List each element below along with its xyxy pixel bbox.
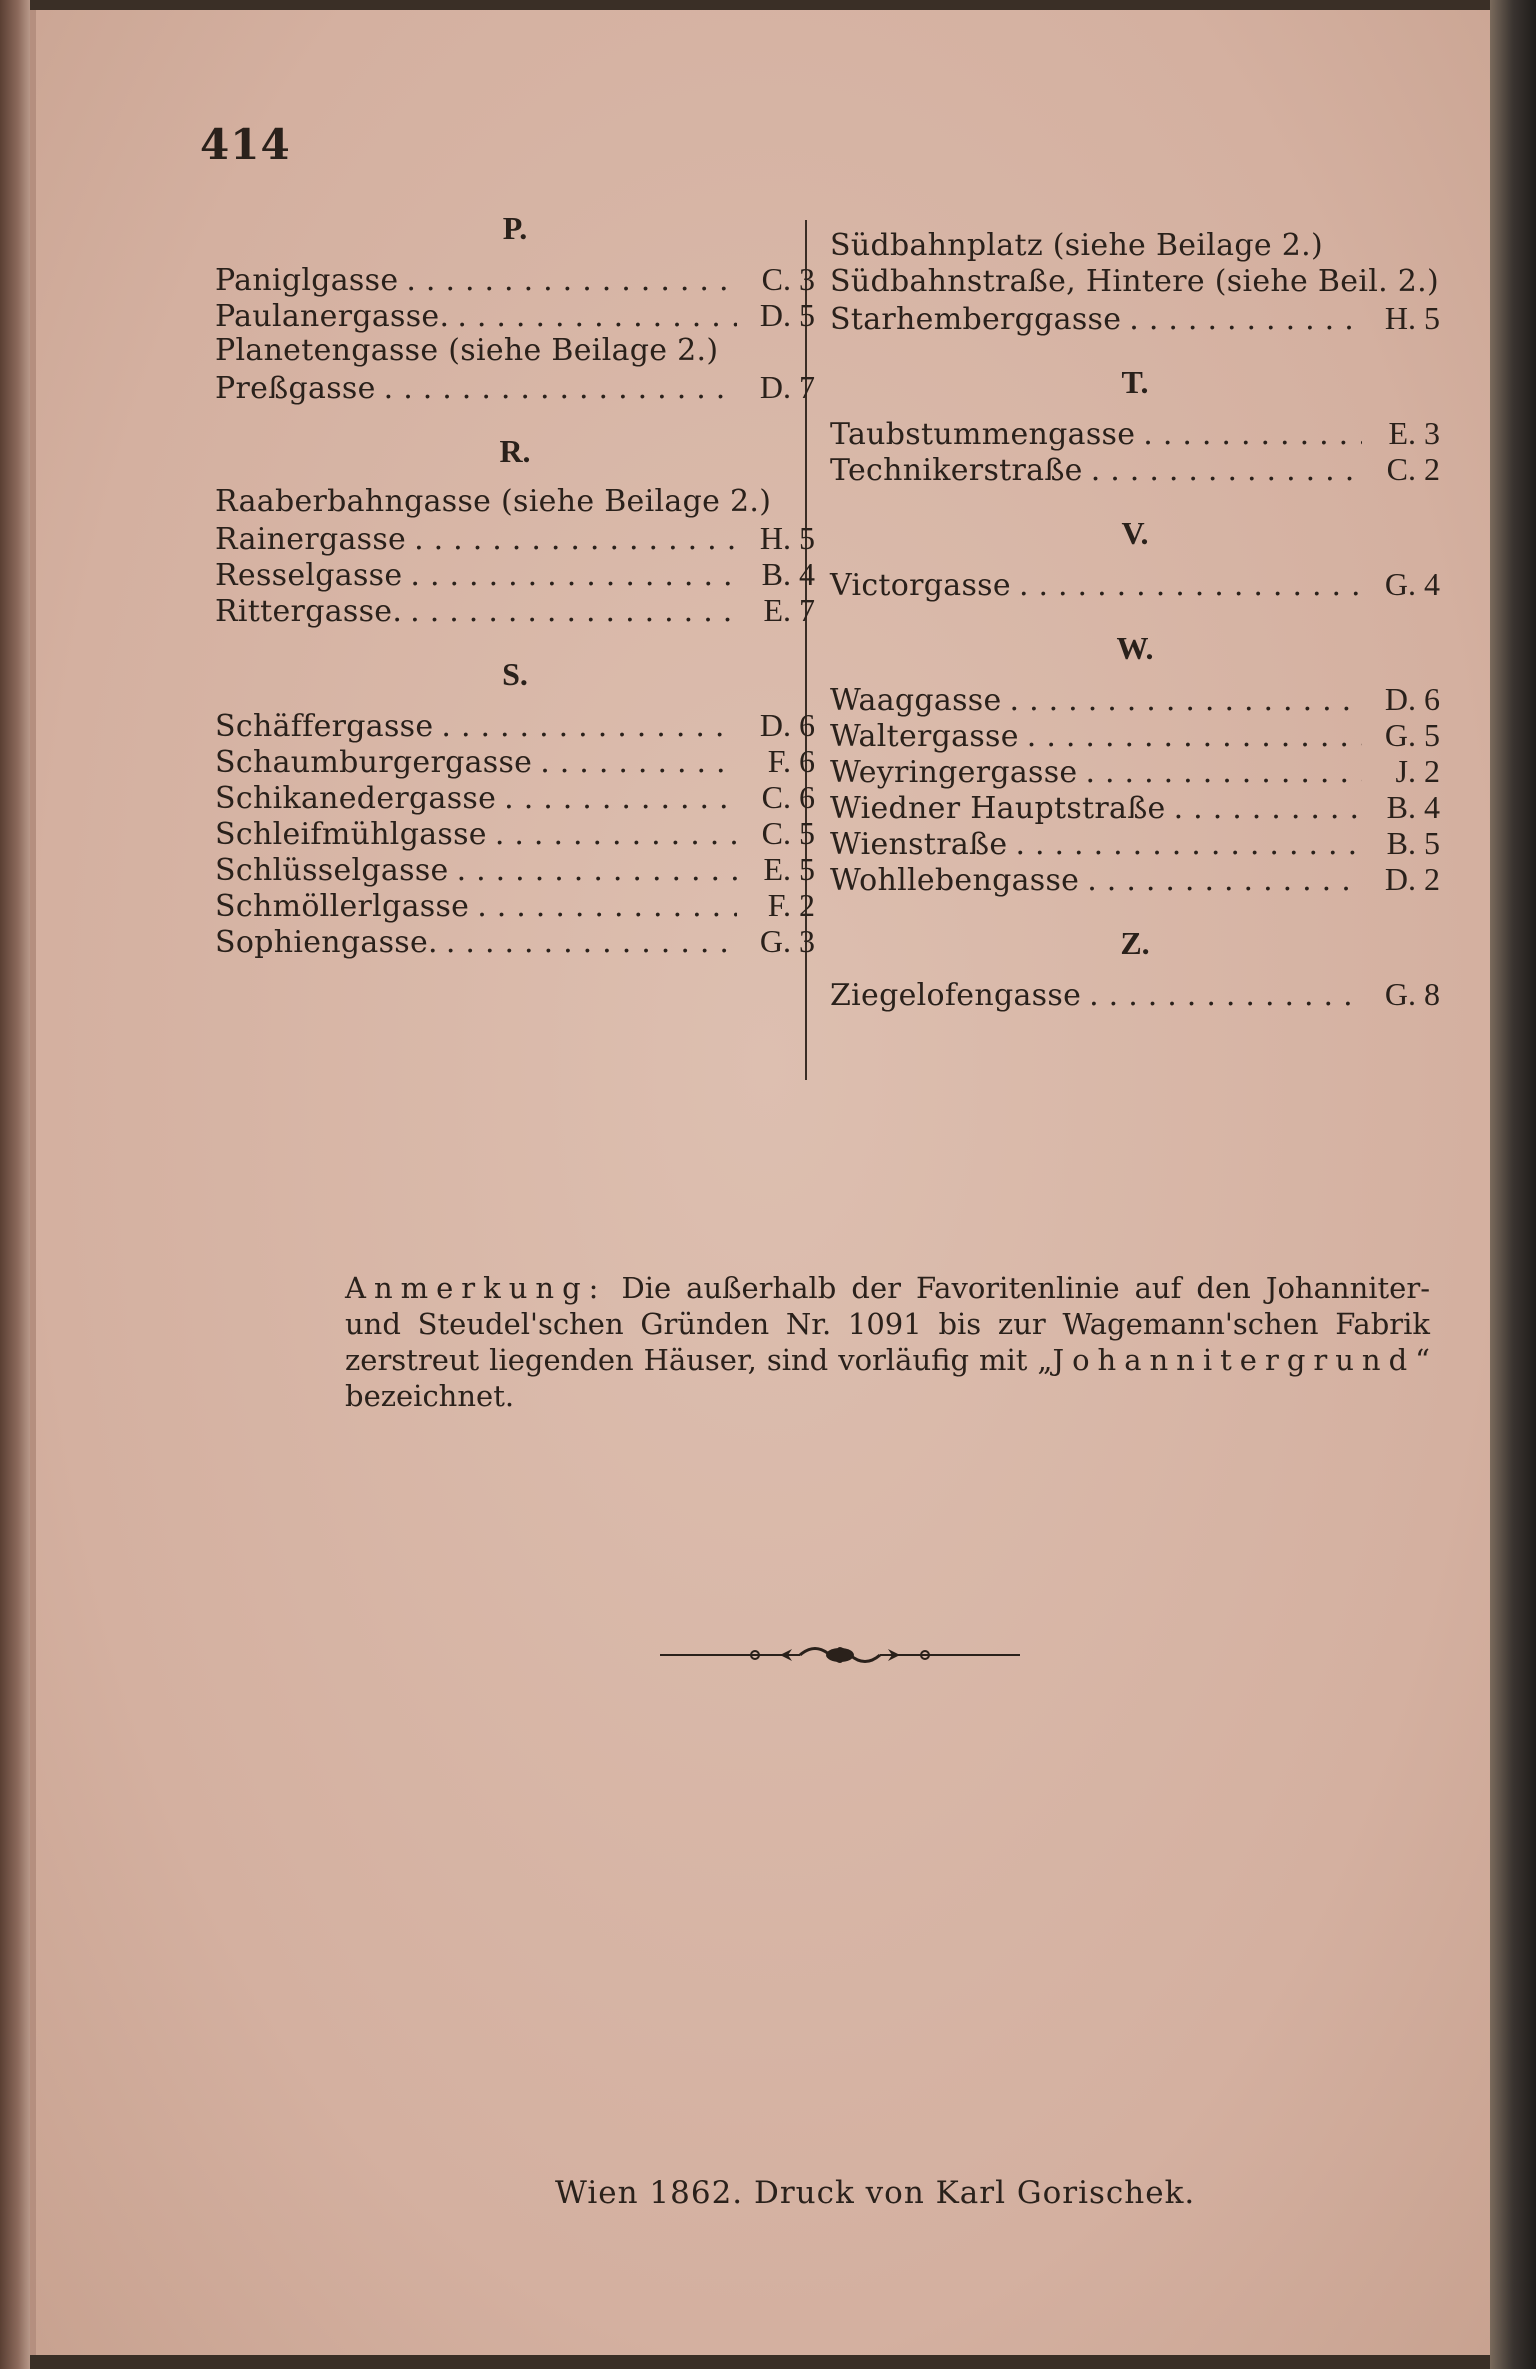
- street-name: Rainergasse: [215, 522, 407, 557]
- grid-reference: C. 6: [761, 779, 815, 815]
- page-number: 414: [200, 120, 291, 169]
- street-entry: [215, 923, 815, 959]
- street-name: Rittergasse.: [215, 594, 403, 629]
- street-entry: [830, 789, 1440, 825]
- leader-dots: [1087, 863, 1362, 899]
- grid-reference: F. 2: [767, 887, 815, 923]
- street-entry: [215, 779, 815, 815]
- street-name: Taubstummengasse: [830, 417, 1136, 452]
- leader-dots: [441, 709, 737, 745]
- street-entry: [830, 861, 1440, 897]
- street-name: Südbahnplatz (siehe Beilage 2.): [830, 228, 1323, 263]
- street-entry: [215, 743, 815, 779]
- section-letter: W.: [1116, 630, 1154, 666]
- leader-dots: [410, 558, 737, 594]
- heading-gap: [830, 667, 1440, 681]
- leader-dots: [504, 781, 737, 817]
- leader-dots: [457, 853, 737, 889]
- section-letter: V.: [1121, 515, 1149, 551]
- street-name: Schikanedergasse: [215, 781, 497, 816]
- grid-reference: J. 2: [1395, 753, 1440, 789]
- section-letter: T.: [1121, 364, 1149, 400]
- leader-dots: [1143, 417, 1362, 453]
- street-name: Schäffergasse: [215, 709, 434, 744]
- leader-dots: [1174, 791, 1362, 827]
- street-entry: [830, 264, 1440, 300]
- leader-dots: [446, 925, 737, 961]
- heading-gap: [215, 470, 815, 484]
- street-entry: [830, 825, 1440, 861]
- footnote: [345, 1270, 1430, 1414]
- grid-reference: B. 4: [1386, 789, 1440, 825]
- leader-dots: [1089, 978, 1362, 1014]
- leader-dots: [1010, 683, 1362, 719]
- street-name: Schaumburgergasse: [215, 745, 533, 780]
- section-gap: [830, 487, 1440, 515]
- street-name: Wohllebengasse: [830, 863, 1080, 898]
- grid-reference: B. 4: [761, 556, 815, 592]
- leader-dots: [1129, 302, 1362, 338]
- street-name: Starhemberggasse: [830, 302, 1122, 337]
- leader-dots: [540, 745, 737, 781]
- grid-reference: D. 5: [759, 297, 815, 333]
- street-name: Wienstraße: [830, 827, 1008, 862]
- leader-dots: [1091, 453, 1362, 489]
- heading-gap: [830, 552, 1440, 566]
- leader-dots: [1019, 568, 1362, 604]
- street-name: Planetengasse (siehe Beilage 2.): [215, 333, 719, 368]
- grid-reference: G. 3: [759, 923, 815, 959]
- street-entry: [830, 976, 1440, 1012]
- grid-reference: D. 2: [1384, 861, 1440, 897]
- street-name: Schleifmühlgasse: [215, 817, 487, 852]
- street-name: Paulanergasse.: [215, 299, 450, 334]
- grid-reference: G. 8: [1384, 976, 1440, 1012]
- street-entry: [830, 566, 1440, 602]
- street-name: Paniglgasse: [215, 263, 399, 298]
- grid-reference: E. 3: [1388, 415, 1440, 451]
- leader-dots: [406, 263, 737, 299]
- street-entry: [215, 484, 815, 520]
- street-name: Schlüsselgasse: [215, 853, 449, 888]
- right-column: [830, 228, 1440, 1012]
- street-entry: [830, 753, 1440, 789]
- street-entry: [830, 415, 1440, 451]
- section-letter: P.: [502, 210, 528, 246]
- grid-reference: B. 5: [1386, 825, 1440, 861]
- street-name: Waltergasse: [830, 719, 1019, 754]
- street-entry: [215, 556, 815, 592]
- street-entry: [830, 228, 1440, 264]
- leader-dots: [457, 299, 737, 335]
- section-gap: [830, 602, 1440, 630]
- street-name: Sophiengasse.: [215, 925, 438, 960]
- grid-reference: E. 5: [763, 851, 815, 887]
- street-entry: [830, 300, 1440, 336]
- section-letter: S.: [502, 656, 528, 692]
- leader-dots: [477, 889, 737, 925]
- grid-reference: C. 3: [761, 261, 815, 297]
- heading-gap: [215, 247, 815, 261]
- leader-dots: [1027, 719, 1362, 755]
- street-name: Technikerstraße: [830, 453, 1083, 488]
- leader-dots: [384, 371, 737, 407]
- note-label: Anmerkung:: [345, 1271, 607, 1305]
- section-gap: [215, 405, 815, 433]
- street-name: Weyringergasse: [830, 755, 1078, 790]
- left-column: [215, 210, 815, 959]
- leader-dots: [414, 522, 737, 558]
- street-name: Raaberbahngasse (siehe Beilage 2.): [215, 484, 772, 519]
- section-gap: [830, 336, 1440, 364]
- grid-reference: C. 2: [1386, 451, 1440, 487]
- grid-reference: G. 5: [1384, 717, 1440, 753]
- heading-gap: [215, 693, 815, 707]
- street-name: Schmöllerlgasse: [215, 889, 470, 924]
- street-entry: [215, 851, 815, 887]
- street-entry: [830, 681, 1440, 717]
- street-entry: [215, 333, 815, 369]
- grid-reference: F. 6: [767, 743, 815, 779]
- leader-dots: [1015, 827, 1362, 863]
- street-entry: [215, 369, 815, 405]
- leader-dots: [495, 817, 737, 853]
- imprint: Wien 1862. Druck von Karl Gorischek.: [555, 2175, 1196, 2211]
- grid-reference: C. 5: [761, 815, 815, 851]
- street-name: Resselgasse: [215, 558, 403, 593]
- note-text-end: “ bezeichnet.: [345, 1343, 1430, 1413]
- street-entry: [215, 297, 815, 333]
- street-name: Südbahnstraße, Hintere (siehe Beil. 2.): [830, 264, 1440, 299]
- note-text: Die außerhalb der Favoritenlinie auf den Johanniter- und Steudel'schen Gründen Nr. 1091 bis zur Wagemann'schen Fabrik zerstreut liegenden Häuser, sind vorläufig mit „: [345, 1271, 1430, 1377]
- street-entry: [215, 707, 815, 743]
- street-name: Victorgasse: [830, 568, 1011, 603]
- note-term: Johannitergrund: [1052, 1343, 1416, 1377]
- ornament-divider-icon: [660, 1630, 1020, 1680]
- heading-gap: [830, 401, 1440, 415]
- grid-reference: G. 4: [1384, 566, 1440, 602]
- grid-reference: H. 5: [1384, 300, 1440, 336]
- street-name: Ziegelofengasse: [830, 978, 1082, 1013]
- street-entry: [215, 887, 815, 923]
- street-name: Waaggasse: [830, 683, 1002, 718]
- section-gap: [215, 628, 815, 656]
- street-name: Wiedner Hauptstraße: [830, 791, 1166, 826]
- book-spine: [0, 0, 30, 2369]
- section-gap: [830, 897, 1440, 925]
- street-entry: [830, 717, 1440, 753]
- grid-reference: D. 7: [759, 369, 815, 405]
- street-entry: [215, 520, 815, 556]
- grid-reference: H. 5: [759, 520, 815, 556]
- leader-dots: [410, 594, 737, 630]
- grid-reference: D. 6: [759, 707, 815, 743]
- section-letter: Z.: [1120, 925, 1150, 961]
- street-entry: [215, 815, 815, 851]
- street-name: Preßgasse: [215, 371, 376, 406]
- grid-reference: D. 6: [1384, 681, 1440, 717]
- street-entry: [215, 592, 815, 628]
- leader-dots: [1085, 755, 1362, 791]
- heading-gap: [830, 962, 1440, 976]
- grid-reference: E. 7: [763, 592, 815, 628]
- street-entry: [215, 261, 815, 297]
- street-entry: [830, 451, 1440, 487]
- section-letter: R.: [499, 433, 531, 469]
- book-edge: [1490, 0, 1536, 2369]
